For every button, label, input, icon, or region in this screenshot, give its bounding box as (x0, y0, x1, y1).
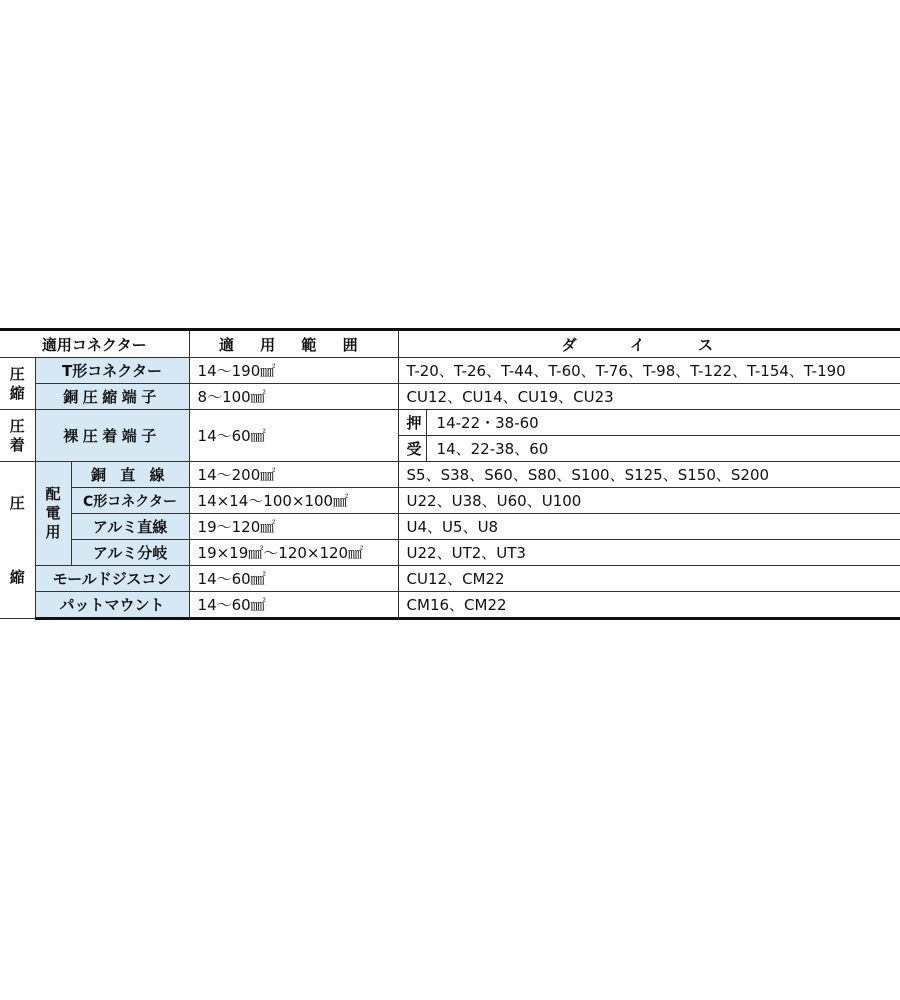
table-row (0, 566, 900, 592)
dies-value: CM16、CM22 (398, 592, 900, 619)
connector-c-type: C形コネクター (71, 488, 189, 514)
table-header-row (0, 330, 900, 358)
table-row (0, 384, 900, 410)
range-value: 19×19㎟〜120×120㎟ (189, 540, 398, 566)
range-value: 14〜190㎟ (189, 358, 398, 384)
connector-mold-disconnect: モールドジスコン (35, 566, 189, 592)
table-row (0, 358, 900, 384)
table-row (0, 488, 900, 514)
group-label-compression-2: 圧 縮 (0, 462, 35, 619)
die-type-receive: 受 (398, 436, 426, 462)
range-value: 14〜200㎟ (189, 462, 398, 488)
connector-bare-crimp-terminal: 裸圧着端子 (35, 410, 189, 462)
subgroup-label-distribution: 配電用 (35, 462, 71, 566)
header-connector: 適用コネクター (0, 330, 189, 358)
table-row (0, 410, 900, 436)
range-value: 14〜60㎟ (189, 566, 398, 592)
range-value: 14×14〜100×100㎟ (189, 488, 398, 514)
connector-spec-table (0, 328, 900, 620)
connector-pad-mount: パットマウント (35, 592, 189, 619)
dies-value: T-20、T-26、T-44、T-60、T-76、T-98、T-122、T-154、T-190 (398, 358, 900, 384)
table-row (0, 592, 900, 619)
die-type-push: 押 (398, 410, 426, 436)
header-dies: ダ イ ス (398, 330, 900, 358)
range-value: 14〜60㎟ (189, 410, 398, 462)
range-value: 19〜120㎟ (189, 514, 398, 540)
table-row (0, 514, 900, 540)
dies-value: CU12、CU14、CU19、CU23 (398, 384, 900, 410)
connector-copper-straight: 銅 直 線 (71, 462, 189, 488)
dies-value: 14、22-38、60 (426, 436, 900, 462)
range-value: 8〜100㎟ (189, 384, 398, 410)
group-label-compression: 圧縮 (0, 358, 35, 410)
connector-aluminum-branch: アルミ分岐 (71, 540, 189, 566)
dies-value: U22、U38、U60、U100 (398, 488, 900, 514)
header-range: 適 用 範 囲 (189, 330, 398, 358)
connector-t-type: T形コネクター (35, 358, 189, 384)
connector-aluminum-straight: アルミ直線 (71, 514, 189, 540)
dies-value: U22、UT2、UT3 (398, 540, 900, 566)
dies-value: U4、U5、U8 (398, 514, 900, 540)
dies-value: CU12、CM22 (398, 566, 900, 592)
connector-copper-compression-terminal: 銅圧縮端子 (35, 384, 189, 410)
dies-value: 14-22・38-60 (426, 410, 900, 436)
table-row (0, 540, 900, 566)
group-label-crimp: 圧着 (0, 410, 35, 462)
range-value: 14〜60㎟ (189, 592, 398, 619)
table-row (0, 462, 900, 488)
dies-value: S5、S38、S60、S80、S100、S125、S150、S200 (398, 462, 900, 488)
